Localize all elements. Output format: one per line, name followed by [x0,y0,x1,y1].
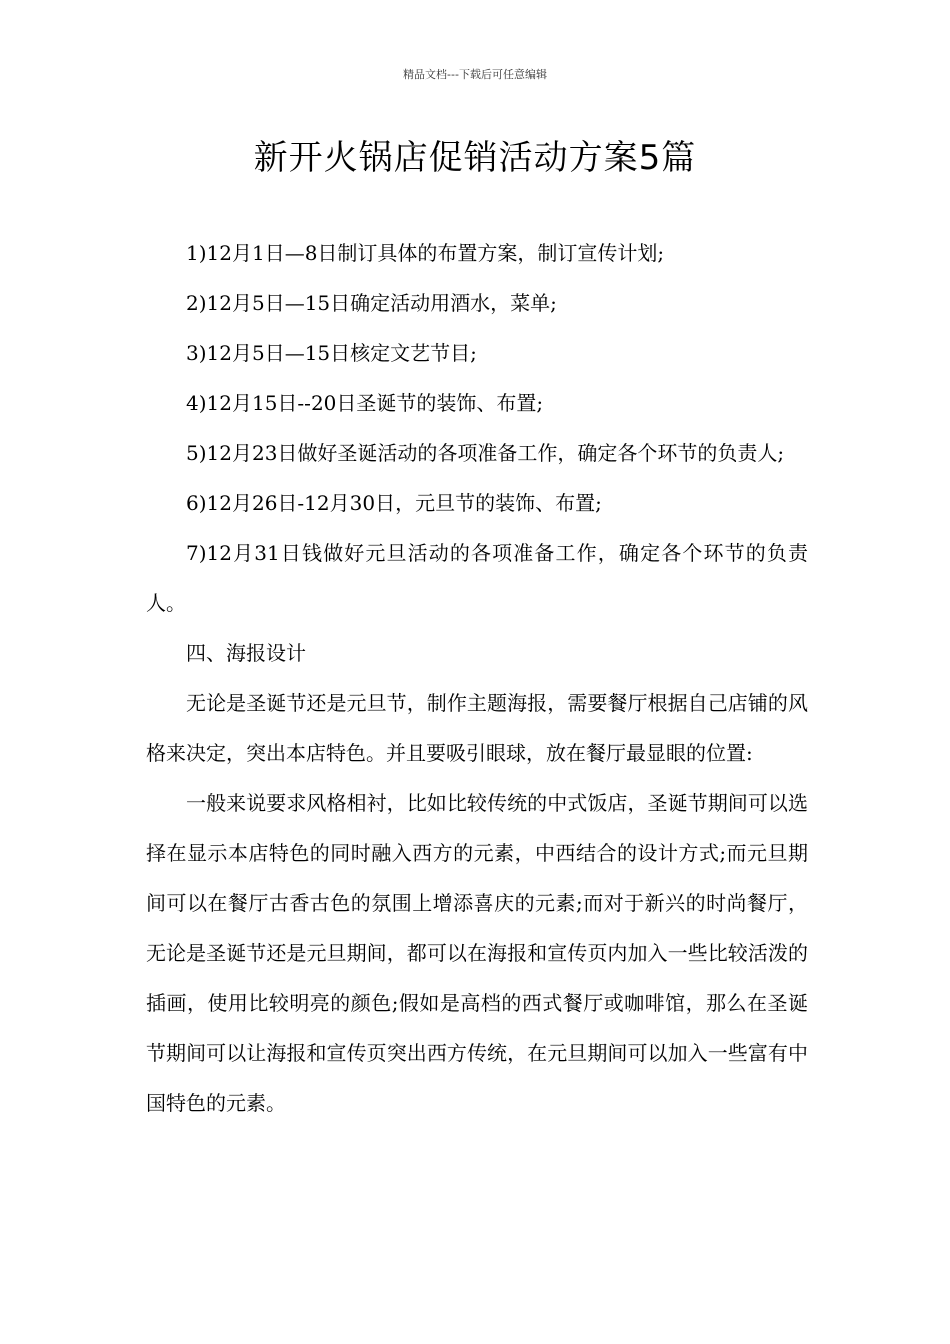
paragraph-schedule-4: 4)12月15日--20日圣诞节的装饰、布置; [186,391,544,415]
paragraph-schedule-2: 2)12月5日—15日确定活动用酒水，菜单; [186,291,557,315]
section-heading-poster-design: 四、海报设计 [186,641,306,665]
paragraph-schedule-1: 1)12月1日—8日制订具体的布置方案，制订宣传计划; [186,241,665,265]
paragraph-schedule-6: 6)12月26日-12月30日，元旦节的装饰、布置; [186,491,602,515]
paragraph-poster-style: 一般来说要求风格相衬，比如比较传统的中式饭店，圣诞节期间可以选择在显示本店特色的同时融入西方的元素，中西结合的设计方式;而元旦期间可以在餐厅古香古色的氛围上增添喜庆的元素;而对于新兴的时尚餐厅，无论是圣诞节还是元旦期间，都可以在海报和宣传页内加入一些比较活泼的插画，使用比较明亮的颜色;假如是高档的西式餐厅或咖啡馆，那么在圣诞节期间可以让海报和宣传页突出西方传统，在元旦期间可以加入一些富有中国特色的元素。 [146,791,808,1115]
paragraph-poster-intro: 无论是圣诞节还是元旦节，制作主题海报，需要餐厅根据自己店铺的风格来决定，突出本店特色。并且要吸引眼球，放在餐厅最显眼的位置: [146,691,808,765]
document-title: 新开火锅店促销活动方案5篇 [253,138,697,178]
page-header-watermark: 精品文档---下载后可任意编辑 [403,68,547,81]
paragraph-schedule-7: 7)12月31日钱做好元旦活动的各项准备工作，确定各个环节的负责人。 [146,541,808,615]
paragraph-schedule-3: 3)12月5日—15日核定文艺节目; [186,341,477,365]
paragraph-schedule-5: 5)12月23日做好圣诞活动的各项准备工作，确定各个环节的负责人; [186,441,785,465]
document-body [146,228,808,1128]
